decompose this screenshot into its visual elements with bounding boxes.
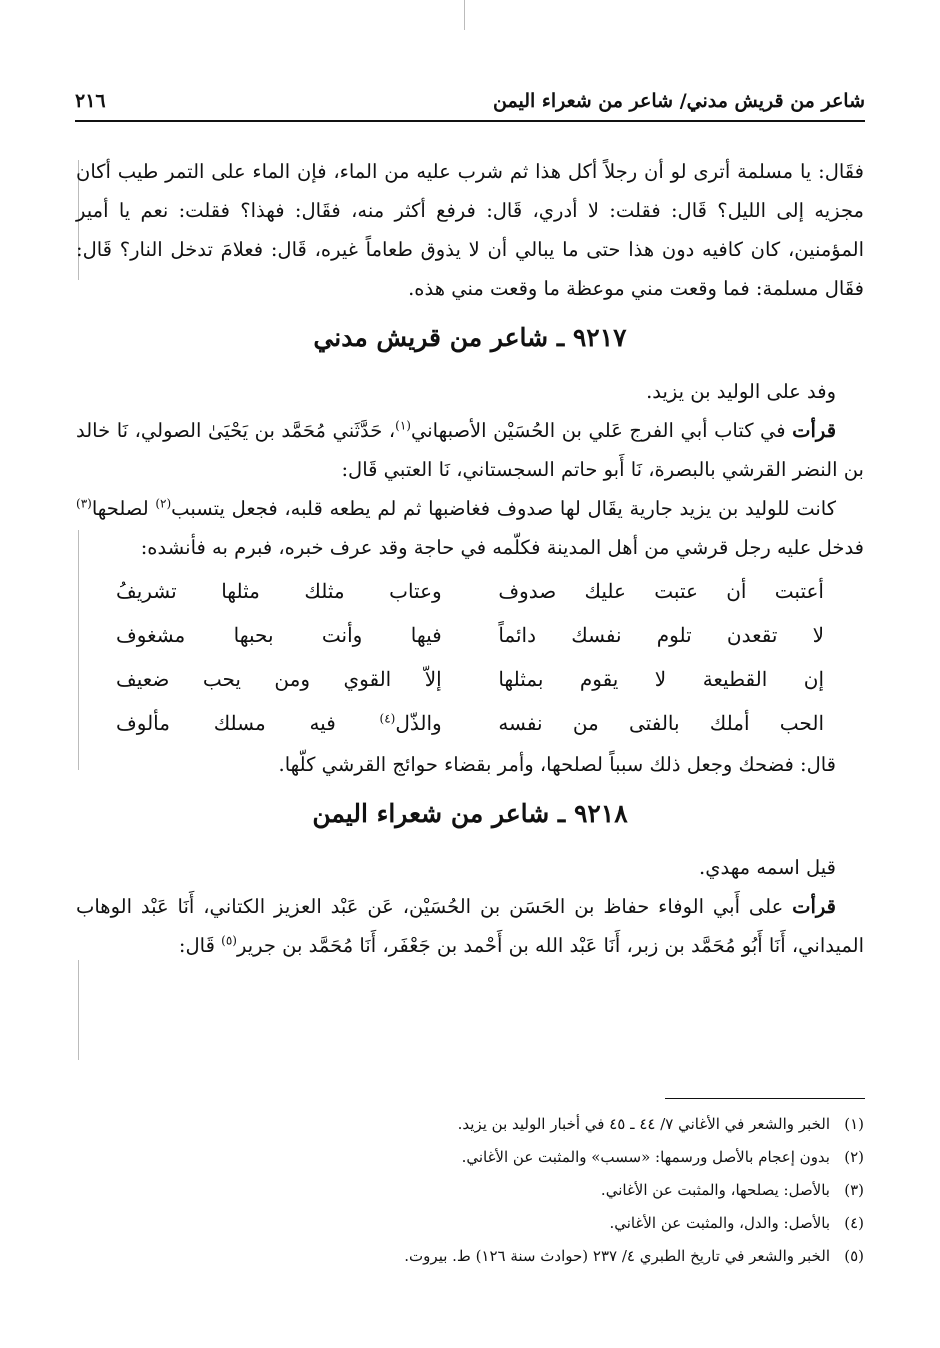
verse-second-hemistich: فيها وأنت بحبها مشغوف <box>116 623 442 647</box>
keyword-qaraat: قرأت <box>792 419 837 442</box>
footnote-ref-5: (٥) <box>221 933 237 948</box>
text-segment: فيه مسلك مألوف <box>116 711 380 735</box>
text-segment: على أَبي الوفاء حفاظ بن الحَسَن بن الحُسَيْن، عَن عَبْد العزيز الكتاني، أَنَا عَبْد الوهاب الميداني، أَنَا أَبُو مُحَمَّد بن زبر، أَنَا عَبْد الله بن أَحْمد بن جَعْفَر، أَنَا مُحَمَّد بن جرير <box>76 895 864 957</box>
text-segment: قَال: <box>178 934 222 957</box>
footnotes <box>76 1108 864 1273</box>
scan-edge-top <box>464 0 465 30</box>
keyword-qaraat: قرأت <box>792 895 836 918</box>
footnote <box>76 1108 864 1141</box>
footnote-text: بدون إعجام بالأصل ورسمها: «سسب» والمثبت عن الأغاني. <box>461 1148 830 1166</box>
text-segment: فدخل عليه رجل قرشي من أهل المدينة فكلّمه في حاجة وقد عرف خبره، فبرم به فأنشده: <box>140 536 864 559</box>
verse-second-hemistich: إلاّ القوي ومن يحب ضعيف <box>116 667 442 691</box>
footnote-ref-2: (٢) <box>155 496 172 511</box>
footnote-number: (٢) <box>844 1148 864 1166</box>
section-heading-9217: ٩٢١٧ ـ شاعر من قريش مدني <box>313 323 627 352</box>
section1-closing: قال: فضحك وجعل ذلك سبباً لصلحها، وأمر بقضاء حوائج القرشي كلّها. <box>278 753 836 776</box>
main-text <box>76 152 864 965</box>
footnote-text: الخبر والشعر في الأغاني ٧/ ٤٤ ـ ٤٥ في أخبار الوليد بن يزيد. <box>457 1115 830 1133</box>
footnote-text: الخبر والشعر في تاريخ الطبري ٤/ ٢٣٧ (حوادث سنة ١٢٦) ط. بيروت. <box>404 1247 830 1265</box>
page-number: ٢١٦ <box>75 90 106 112</box>
section1-paragraph2 <box>76 411 864 489</box>
running-head <box>75 84 865 118</box>
section1-line1: وفد على الوليد بن يزيد. <box>646 380 836 403</box>
footnote-number: (٥) <box>844 1247 864 1265</box>
text-segment: في كتاب أبي الفرج عَلي بن الحُسَيْن الأصبهاني <box>410 419 793 442</box>
text-segment: والذّل <box>395 711 442 735</box>
footnote-ref-1: (١) <box>395 418 411 433</box>
section1-paragraph3 <box>76 489 864 567</box>
text-segment: لصلحها <box>91 497 156 520</box>
verse-first-hemistich: الحب أملك بالفتى من نفسه <box>498 711 824 735</box>
intro-paragraph: فقَال: يا مسلمة أترى لو أن رجلاً أكل هذا ثم شرب عليه من الماء، فإن الماء على التمر طيب أكان مجزيه إلى الليل؟ قَال: فقلت: لا أدري، قَال: فرفع أكثر منه، فقَال: فهذا؟ فقلت: نعم يا أمير المؤمنين، كان كافيه دون هذا حتى ما يبالي أن لا يذوق طعاماً غيره، قَال: فعلامَ تدخل النار؟ قَال: فقَال مسلمة: فما وقعت مني موعظة ما وقعت مني هذه. <box>76 160 864 300</box>
footnote-number: (١) <box>844 1115 864 1133</box>
verse-line <box>116 701 824 745</box>
footnote-text: بالأصل: والدل، والمثبت عن الأغاني. <box>609 1214 830 1232</box>
verse-line <box>116 613 824 657</box>
footnote <box>76 1207 864 1240</box>
verse-second-hemistich: وعتاب مثلك مثلها تشريفُ <box>116 579 442 603</box>
section2-line1: قيل اسمه مهدي. <box>699 856 836 879</box>
footnote-ref-4: (٤) <box>379 711 396 726</box>
footnote-text: بالأصل: يصلحها، والمثبت عن الأغاني. <box>600 1181 830 1199</box>
text-segment: ، حَدَّثَني مُحَمَّد بن يَحْيَىٰ الصولي، نَا خالد بن النضر القرشي بالبصرة، نَا أَبو حاتم السجستاني، نَا العتبي قَال: <box>76 419 864 481</box>
verse-line <box>116 569 824 613</box>
footnote <box>76 1174 864 1207</box>
verse-first-hemistich: لا تقعدن تلوم نفسك دائماً <box>498 623 824 647</box>
footnote-ref-3: (٣) <box>76 496 92 511</box>
text-segment: كانت للوليد بن يزيد جارية يقَال لها صدوف فغاضبها ثم لم يطعه قلبه، فجعل يتسبب <box>171 497 837 520</box>
section-heading-9218: ٩٢١٨ ـ شاعر من شعراء اليمن <box>312 799 628 828</box>
verse-first-hemistich: أعتبت أن عتبت عليك صدوف <box>498 579 824 603</box>
verse-second-hemistich <box>116 701 442 745</box>
verse-line <box>116 657 824 701</box>
footnote-rule <box>665 1098 865 1099</box>
verse-first-hemistich: إن القطيعة لا يقوم بمثلها <box>498 667 824 691</box>
footnote <box>76 1141 864 1174</box>
header-rule <box>75 120 865 122</box>
running-title: شاعر من قريش مدني/ شاعر من شعراء اليمن <box>493 90 865 112</box>
footnote <box>76 1240 864 1273</box>
scan-edge-left-3 <box>78 960 79 1060</box>
poem <box>116 569 824 745</box>
footnote-number: (٤) <box>844 1214 864 1232</box>
section2-paragraph2 <box>76 887 864 965</box>
footnote-number: (٣) <box>844 1181 864 1199</box>
